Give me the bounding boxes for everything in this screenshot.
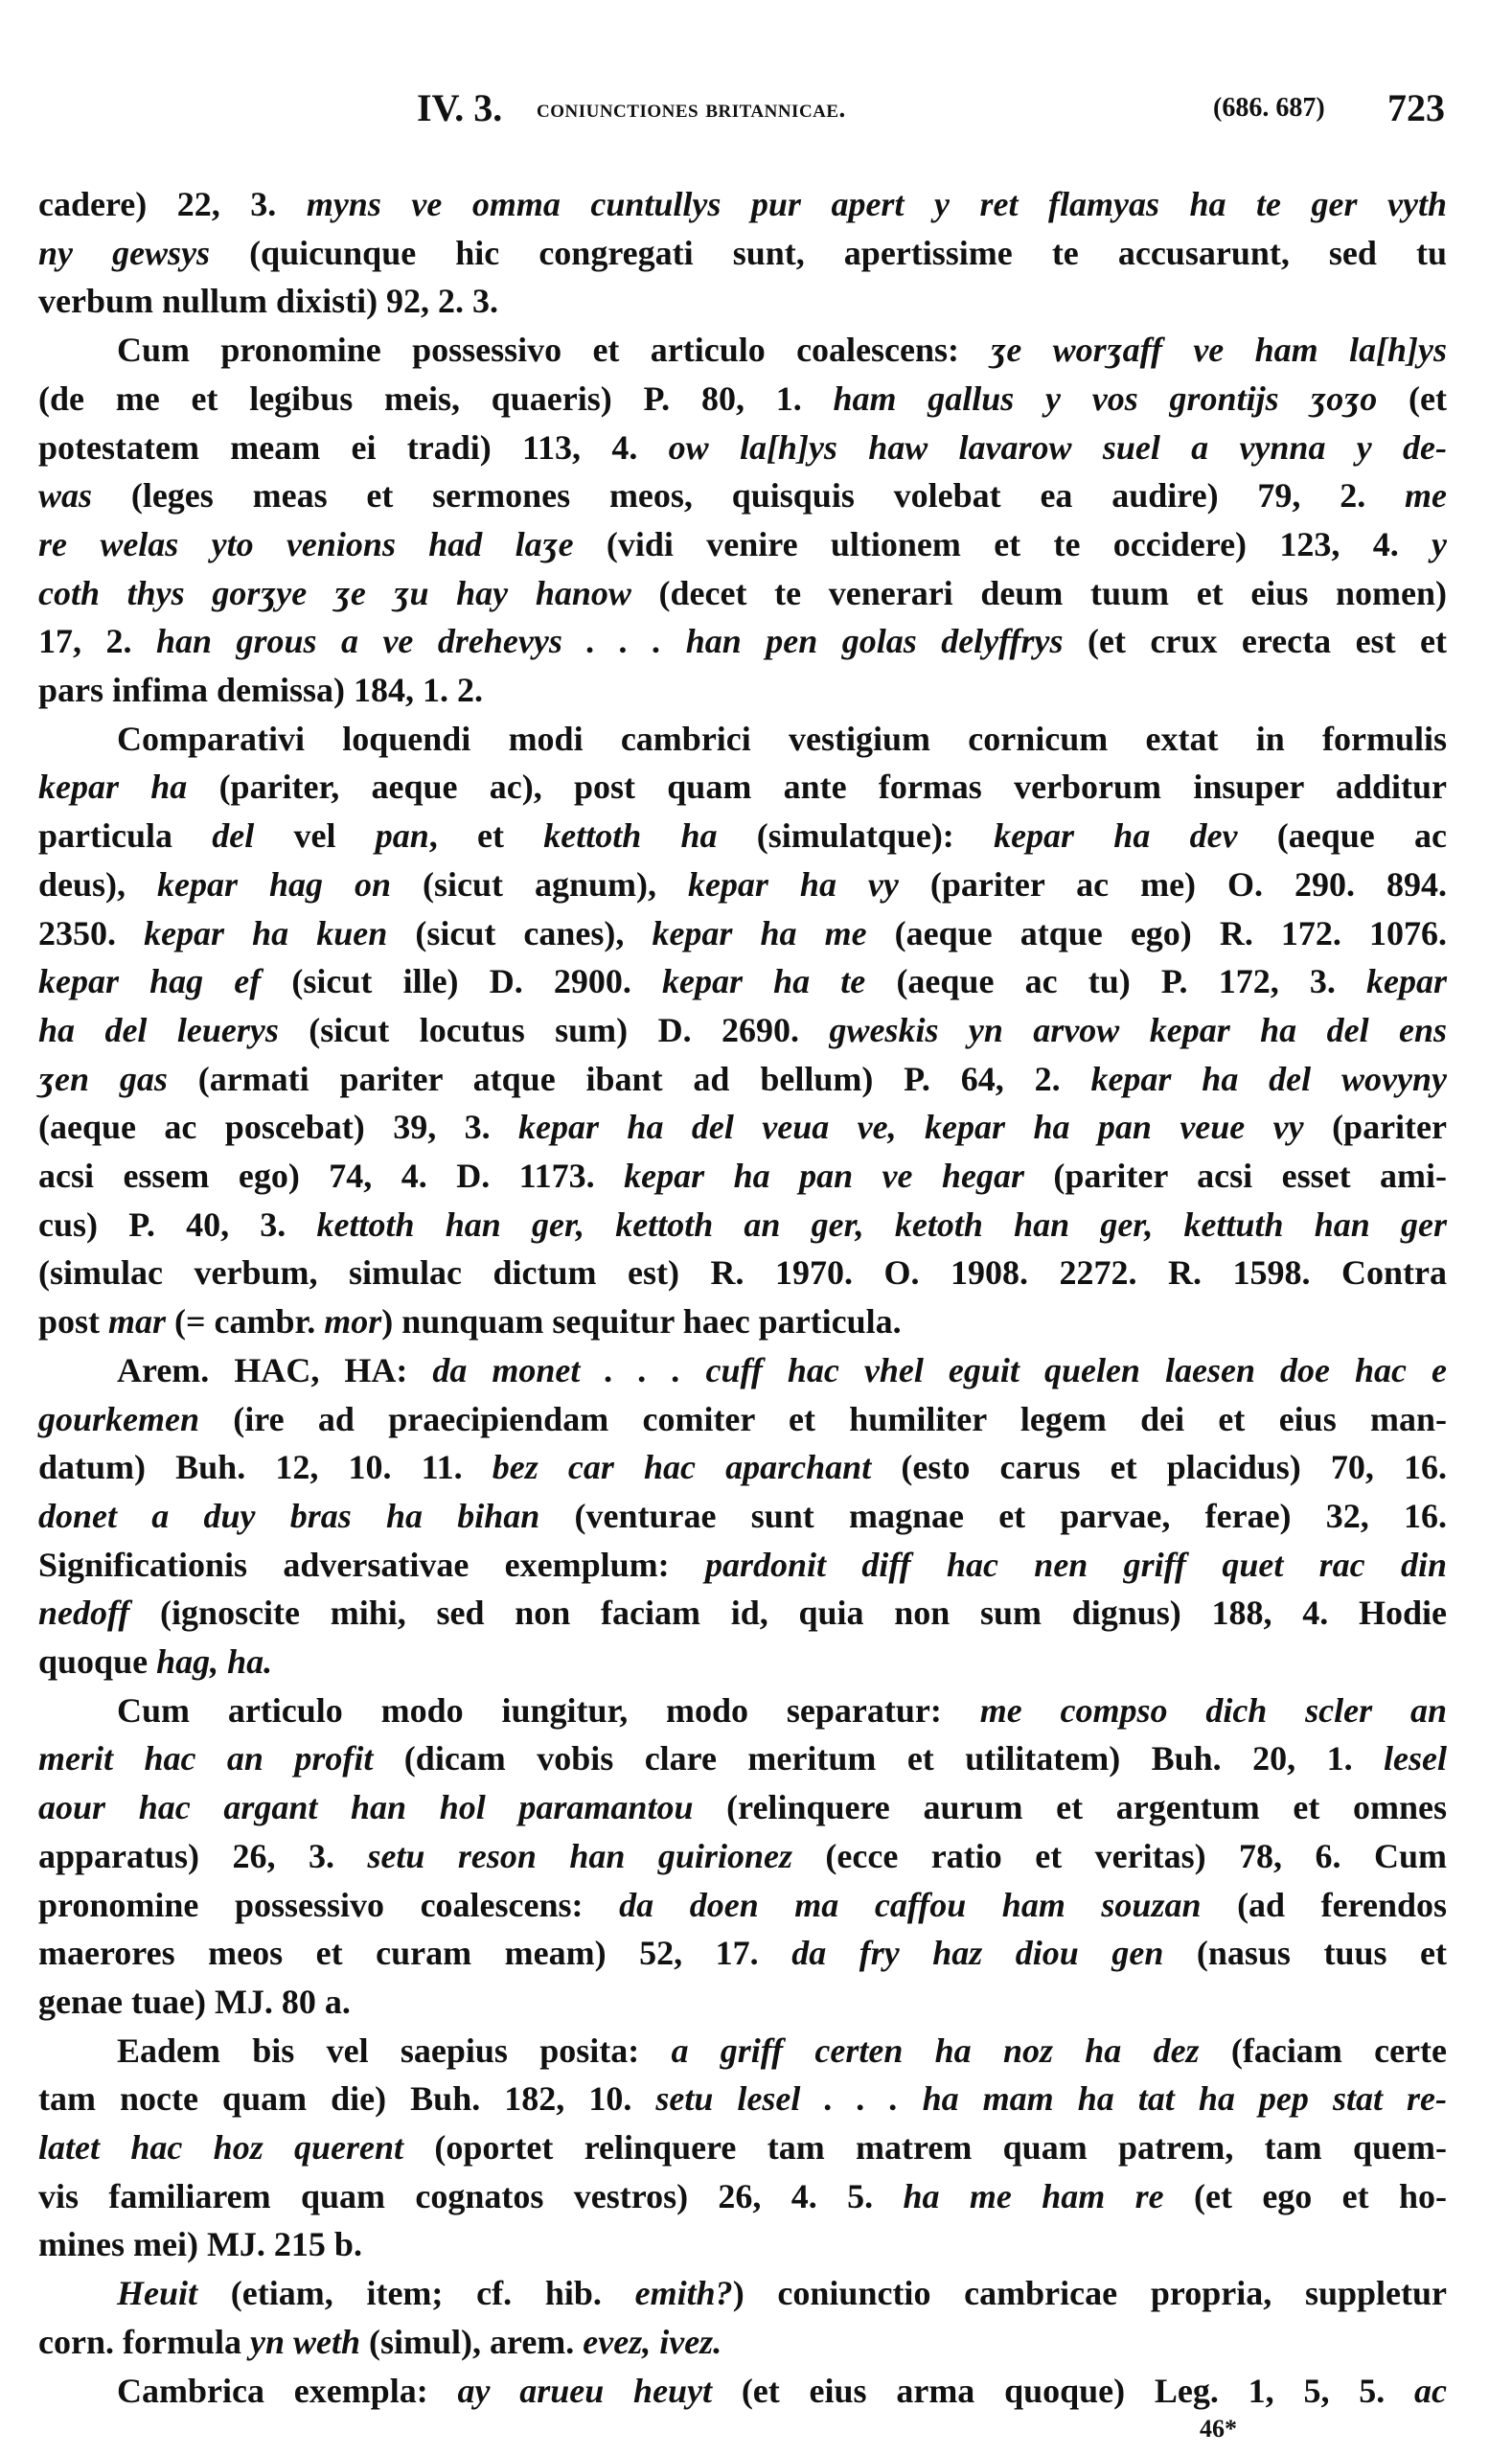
- latin-text: (nasus tuus et: [1163, 1934, 1447, 1973]
- text-line: [38, 1006, 1447, 1055]
- latin-text: (faciam certe: [1199, 2031, 1447, 2070]
- text-line: [38, 860, 1447, 909]
- text-line: [38, 1638, 1447, 1686]
- latin-text: (oportet relinquere tam matrem quam patrem, tam quem-: [403, 2128, 1448, 2167]
- celtic-quotation: ha del leuerys: [38, 1010, 279, 1049]
- text-line: [38, 957, 1447, 1006]
- text-line: [38, 2172, 1447, 2221]
- text-line: [38, 1929, 1447, 1978]
- text-line: [38, 1734, 1447, 1783]
- celtic-quotation: y: [1432, 524, 1447, 563]
- celtic-quotation: ay arueu heuyt: [457, 2371, 713, 2410]
- text-line: [38, 1541, 1447, 1590]
- celtic-quotation: da monet . . . cuff hac vhel eguit quelen laesen doe hac e: [432, 1350, 1448, 1389]
- text-line: [38, 1832, 1447, 1881]
- text-line: [38, 2318, 1447, 2367]
- text-line: [38, 1152, 1447, 1201]
- text-line: [38, 1395, 1447, 1444]
- latin-text: (aeque ac: [1237, 816, 1448, 856]
- latin-text: Significationis adversativae exemplum:: [38, 1545, 705, 1584]
- text-line: [38, 471, 1447, 520]
- text-line: [38, 375, 1447, 424]
- text-line: [38, 229, 1447, 278]
- text-line: [38, 1201, 1447, 1250]
- celtic-quotation: pardonit diff hac nen griff quet rac din: [704, 1545, 1447, 1584]
- latin-text: verbum nullum dixisti) 92, 2. 3.: [38, 282, 499, 321]
- celtic-quotation: kepar ha vy: [687, 864, 899, 904]
- celtic-quotation: myns ve omma cuntullys pur apert y ret flamyas ha te ger vyth: [306, 185, 1447, 223]
- latin-text: Cambrica exempla:: [117, 2371, 458, 2410]
- latin-text: maerores meos et curam meam) 52, 17.: [38, 1934, 792, 1973]
- celtic-quotation: kettoth han ger, kettoth an ger, ketoth han ger, kettuth han ger: [316, 1205, 1448, 1244]
- celtic-quotation: yn weth: [249, 2322, 360, 2361]
- text-line: [38, 1492, 1447, 1541]
- text-line: [38, 812, 1447, 860]
- celtic-quotation: hag, ha.: [156, 1642, 273, 1681]
- text-line: [117, 2367, 1447, 2416]
- latin-text: (sicut locutus sum) D. 2690.: [278, 1010, 830, 1049]
- latin-text: Comparativi loquendi modi cambrici vestigium cornicum extat in formulis: [117, 719, 1447, 758]
- signature-mark: 46*: [1200, 2415, 1237, 2443]
- header-section-number: IV. 3.: [417, 86, 503, 129]
- latin-text: (pariter acsi esset ami-: [1023, 1157, 1448, 1195]
- latin-text: (et: [1377, 379, 1447, 418]
- header-chapter-title: coniunctiones britannicae.: [537, 94, 846, 123]
- celtic-quotation: ny gewsys: [38, 233, 211, 272]
- text-line: [38, 1978, 1447, 2027]
- latin-text: particula: [38, 816, 213, 856]
- text-line: [38, 2123, 1447, 2172]
- celtic-quotation: setu reson han guirionez: [367, 1836, 792, 1875]
- text-line: [38, 617, 1447, 666]
- latin-text: 17, 2.: [38, 622, 156, 661]
- latin-text: (aeque ac poscebat) 39, 3.: [38, 1108, 519, 1147]
- latin-text: (quicunque hic congregati sunt, apertissime te accusarunt, sed tu: [210, 233, 1447, 272]
- text-line: [38, 763, 1447, 812]
- latin-text: genae tuae) MJ. 80 a.: [38, 1982, 351, 2021]
- latin-text: (decet te venerari deum tuum et eius nomen): [630, 573, 1447, 612]
- latin-text: (sicut agnum),: [391, 864, 688, 904]
- latin-text: (aeque ac tu) P. 172, 3.: [865, 962, 1366, 1001]
- latin-text: (simulac verbum, simulac dictum est) R. 1970. O. 1908. 2272. R. 1598. Contra: [38, 1253, 1447, 1293]
- celtic-quotation: kepar hag ef: [38, 962, 262, 1001]
- latin-text: (etiam, item; cf. hib.: [197, 2274, 635, 2313]
- latin-text: (simul), arem.: [359, 2322, 584, 2361]
- latin-text: (esto carus et placidus) 70, 16.: [871, 1448, 1448, 1487]
- text-line: [38, 1249, 1447, 1297]
- celtic-quotation: gourkemen: [38, 1399, 200, 1438]
- text-line: [117, 2027, 1447, 2076]
- latin-text: mines mei) MJ. 215 b.: [38, 2225, 362, 2264]
- latin-text: apparatus) 26, 3.: [38, 1836, 368, 1875]
- celtic-quotation: kepar ha te: [662, 962, 866, 1001]
- celtic-quotation: ow la[h]ys haw lavarow suel a vynna y de-: [668, 427, 1447, 467]
- celtic-quotation: kepar hag on: [157, 864, 391, 904]
- celtic-quotation: lesel: [1384, 1739, 1447, 1778]
- celtic-quotation: da fry haz diou gen: [791, 1934, 1164, 1973]
- celtic-quotation: kepar ha del wovyny: [1090, 1059, 1447, 1098]
- latin-text: (et ego et ho-: [1163, 2176, 1448, 2215]
- text-line: [117, 2269, 1447, 2318]
- page-number: 723: [1387, 86, 1445, 129]
- latin-text: vel: [254, 816, 376, 856]
- latin-text: cadere) 22, 3.: [38, 185, 307, 223]
- latin-text: Eadem bis vel saepius posita:: [117, 2031, 672, 2070]
- latin-text: (aeque atque ego) R. 172. 1076.: [866, 913, 1447, 952]
- celtic-quotation: merit hac an profit: [38, 1739, 374, 1778]
- celtic-quotation: kepar ha pan ve hegar: [624, 1157, 1024, 1195]
- text-line: [38, 1881, 1447, 1930]
- latin-text: quoque: [38, 1642, 157, 1681]
- text-line: [117, 326, 1447, 375]
- latin-text: (simulatque):: [717, 816, 995, 856]
- text-line: [117, 715, 1447, 764]
- text-line: [38, 1103, 1447, 1152]
- latin-text: (ire ad praecipiendam comiter et humiliter legem dei et eius man-: [199, 1399, 1447, 1438]
- celtic-quotation: kettoth ha: [543, 816, 718, 856]
- celtic-quotation: kepar ha del veua ve, kepar ha pan veue vy: [518, 1108, 1304, 1147]
- celtic-quotation: kepar ha me: [652, 913, 867, 952]
- celtic-quotation: me: [1405, 476, 1447, 516]
- latin-text: (et eius arma quoque) Leg. 1, 5, 5.: [712, 2371, 1415, 2410]
- celtic-quotation: kepar ha dev: [994, 816, 1238, 856]
- latin-text: (venturae sunt magnae et parvae, ferae) 32, 16.: [539, 1496, 1448, 1535]
- text-line: [38, 180, 1447, 229]
- celtic-quotation: bez car hac aparchant: [492, 1448, 872, 1487]
- latin-text: (ecce ratio et veritas) 78, 6. Cum: [791, 1836, 1448, 1875]
- latin-text: cus) P. 40, 3.: [38, 1205, 317, 1244]
- text-line: [38, 277, 1447, 326]
- celtic-quotation: pan: [375, 816, 429, 856]
- celtic-quotation: Heuit: [117, 2274, 198, 2313]
- celtic-quotation: setu lesel . . . ha mam ha tat ha pep stat re-: [655, 2079, 1447, 2119]
- text-line: [117, 1346, 1447, 1395]
- celtic-quotation: ac: [1414, 2371, 1447, 2410]
- latin-text: (pariter: [1303, 1108, 1448, 1147]
- celtic-quotation: was: [38, 476, 93, 516]
- celtic-quotation: ha me ham re: [903, 2176, 1164, 2215]
- latin-text: (armati pariter atque ibant ad bellum) P. 64, 2.: [167, 1059, 1091, 1098]
- header-paragraph-refs: (686. 687): [1213, 93, 1325, 123]
- latin-text: (sicut ille) D. 2900.: [261, 962, 662, 1001]
- text-line: [38, 1443, 1447, 1492]
- celtic-quotation: nedoff: [38, 1594, 130, 1633]
- latin-text: (pariter ac me) O. 290. 894.: [898, 864, 1447, 904]
- text-line: [38, 909, 1447, 958]
- celtic-quotation: emith?: [634, 2274, 733, 2313]
- latin-text: deus),: [38, 864, 157, 904]
- text-line: [38, 666, 1447, 715]
- latin-text: (ignoscite mihi, sed non faciam id, quia non sum dignus) 188, 4. Hodie: [129, 1594, 1447, 1633]
- celtic-quotation: kepar ha: [38, 768, 188, 807]
- latin-text: (= cambr.: [166, 1302, 325, 1342]
- latin-text: (pariter, aeque ac), post quam ante formas verborum insuper additur: [187, 768, 1448, 807]
- text-line: [38, 1055, 1447, 1104]
- latin-text: (vidi venire ultionem et te occidere) 123, 4.: [573, 524, 1432, 563]
- latin-text: pronomine possessivo coalescens:: [38, 1885, 620, 1924]
- latin-text: datum) Buh. 12, 10. 11.: [38, 1448, 493, 1487]
- text-line: [38, 569, 1447, 618]
- celtic-quotation: latet hac hoz querent: [38, 2128, 404, 2167]
- text-line: [117, 1686, 1447, 1735]
- latin-text: pars infima demissa) 184, 1. 2.: [38, 671, 484, 709]
- celtic-quotation: donet a duy bras ha bihan: [38, 1496, 540, 1535]
- celtic-quotation: re welas yto venions had laʒe: [38, 524, 574, 563]
- celtic-quotation: da doen ma caffou ham souzan: [619, 1885, 1202, 1924]
- latin-text: (relinquere aurum et argentum et omnes: [693, 1788, 1447, 1827]
- latin-text: (et crux erecta est et: [1063, 622, 1447, 661]
- celtic-quotation: ham gallus y vos grontijs ʒoʒo: [833, 379, 1378, 418]
- celtic-quotation: kepar: [1366, 962, 1447, 1001]
- latin-text: ) nunquam sequitur haec particula.: [381, 1302, 902, 1342]
- latin-text: 2350.: [38, 913, 145, 952]
- latin-text: vis familiarem quam cognatos vestros) 26, 4. 5.: [38, 2176, 904, 2215]
- celtic-quotation: gweskis yn arvow kepar ha del ens: [829, 1010, 1448, 1049]
- text-line: [38, 520, 1447, 569]
- text-line: [38, 424, 1447, 472]
- latin-text: corn. formula: [38, 2322, 250, 2361]
- text-line: [38, 1589, 1447, 1638]
- celtic-quotation: han grous a ve drehevys . . . han pen golas delyffrys: [155, 622, 1064, 661]
- latin-text: (leges meas et sermones meos, quisquis volebat ea audire) 79, 2.: [92, 476, 1406, 516]
- latin-text: post: [38, 1302, 109, 1342]
- celtic-quotation: evez, ivez.: [583, 2322, 722, 2361]
- latin-text: acsi essem ego) 74, 4. D. 1173.: [38, 1157, 625, 1195]
- celtic-quotation: coth thys gorʒye ʒe ʒu hay hanow: [38, 573, 631, 612]
- celtic-quotation: aour hac argant han hol paramantou: [38, 1788, 694, 1827]
- celtic-quotation: mar: [108, 1302, 167, 1342]
- text-line: [38, 2220, 1447, 2269]
- latin-text: Cum pronomine possessivo et articulo coalescens:: [117, 331, 991, 370]
- celtic-quotation: kepar ha kuen: [144, 913, 388, 952]
- latin-text: , et: [428, 816, 544, 856]
- text-line: [38, 1297, 1447, 1346]
- celtic-quotation: del: [212, 816, 255, 856]
- celtic-quotation: me compso dich scler an: [979, 1690, 1447, 1730]
- latin-text: Arem. HAC, HA:: [117, 1350, 433, 1389]
- celtic-quotation: ʒe worʒaff ve ham la[h]ys: [990, 331, 1447, 370]
- latin-text: (dicam vobis clare meritum et utilitatem) Buh. 20, 1.: [373, 1739, 1385, 1778]
- latin-text: ) coniunctio cambricae propria, suppletur: [732, 2274, 1448, 2313]
- celtic-quotation: mor: [324, 1302, 382, 1342]
- text-line: [38, 1783, 1447, 1832]
- latin-text: tam nocte quam die) Buh. 182, 10.: [38, 2079, 656, 2119]
- latin-text: (de me et legibus meis, quaeris) P. 80, 1.: [38, 379, 834, 418]
- celtic-quotation: a griff certen ha noz ha dez: [671, 2031, 1200, 2070]
- latin-text: Cum articulo modo iungitur, modo separatur:: [117, 1690, 980, 1730]
- latin-text: potestatem meam ei tradi) 113, 4.: [38, 427, 669, 467]
- latin-text: (ad ferendos: [1201, 1885, 1447, 1924]
- latin-text: (sicut canes),: [387, 913, 653, 952]
- celtic-quotation: ʒen gas: [38, 1059, 168, 1098]
- text-line: [38, 2075, 1447, 2123]
